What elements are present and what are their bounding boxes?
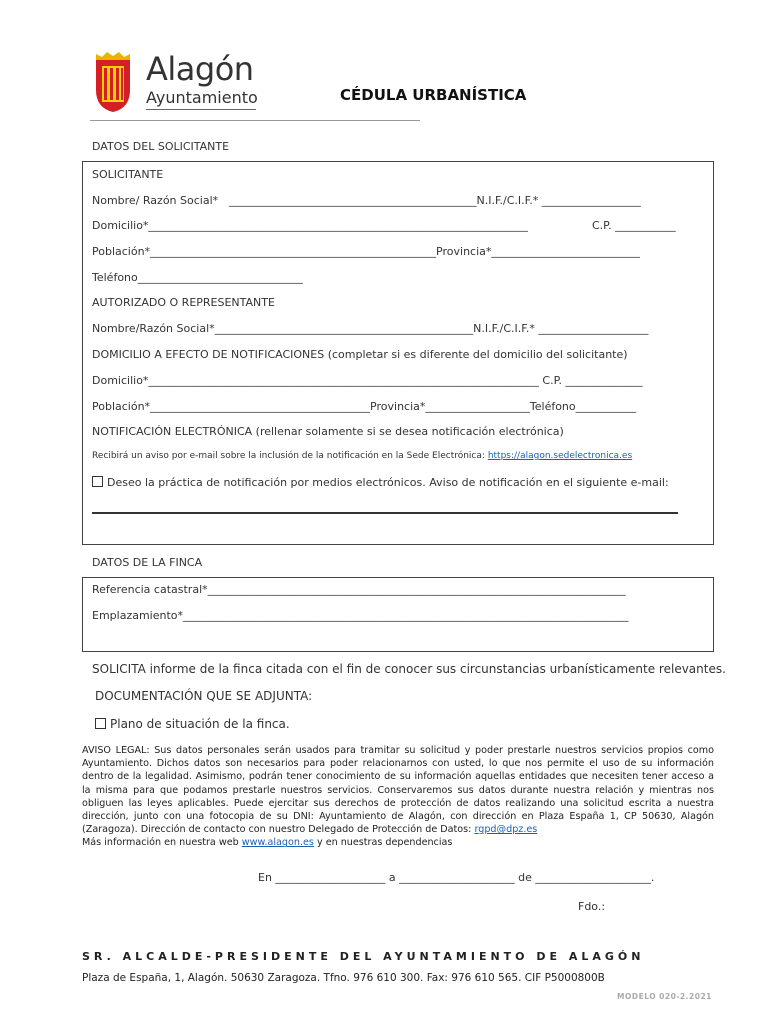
deseo-label: Deseo la práctica de notificación por medios electrónicos. Aviso de notificación en el siguiente e-mail: xyxy=(107,476,669,489)
header-divider xyxy=(90,120,420,121)
coat-of-arms-logo xyxy=(90,50,136,114)
aviso-email-text xyxy=(92,451,632,461)
model-number: MODELO 020-2.2021 xyxy=(617,992,712,1001)
deseo-notificacion-row xyxy=(92,476,669,489)
nombre-label: Nombre/ Razón Social* xyxy=(92,194,219,207)
solicita-text: SOLICITA informe de la finca citada con el fin de conocer sus circunstancias urbanísticamente relevantes. xyxy=(92,662,726,676)
dependencias-text: y en nuestras dependencias xyxy=(316,837,453,849)
solicitante-title: SOLICITANTE xyxy=(92,168,164,181)
logo-underline xyxy=(146,109,256,110)
plano-label: Plano de situación de la finca. xyxy=(110,717,290,731)
emplazamiento-field[interactable]: Emplazamiento*_________________________________________________________________________________ xyxy=(92,609,629,622)
email-line[interactable] xyxy=(92,512,678,514)
domicilio-notif-field[interactable]: Domicilio*_______________________________________________________________________ C.P. ______________ xyxy=(92,374,643,387)
nombre-nif-field[interactable]: _____________________________________________N.I.F./C.I.F.* __________________ xyxy=(229,194,641,207)
poblacion-provincia-field[interactable]: Población*____________________________________________________Provincia*___________________________ xyxy=(92,245,640,258)
autorizado-nombre-field[interactable]: Nombre/Razón Social*_______________________________________________N.I.F./C.I.F.* ____________________ xyxy=(92,322,649,335)
mas-info-text: Más información en nuestra web xyxy=(82,837,239,849)
plano-checkbox[interactable] xyxy=(95,718,106,729)
deseo-checkbox[interactable] xyxy=(92,476,103,487)
firma-label: Fdo.: xyxy=(578,900,606,913)
telefono-field[interactable]: Teléfono______________________________ xyxy=(92,271,303,284)
document-title: CÉDULA URBANÍSTICA xyxy=(340,86,527,104)
section-title-finca: DATOS DE LA FINCA xyxy=(92,556,203,569)
alcalde-addressee: SR. ALCALDE-PRESIDENTE DEL AYUNTAMIENTO DE ALAGÓN xyxy=(82,950,645,963)
documentacion-item xyxy=(95,717,290,731)
fecha-line[interactable]: En ____________________ a _____________________ de _____________________. xyxy=(258,871,655,884)
notificacion-electronica-title: NOTIFICACIÓN ELECTRÓNICA (rellenar solamente si se desea notificación electrónica) xyxy=(92,425,564,438)
domicilio-field[interactable]: Domicilio*_____________________________________________________________________ xyxy=(92,219,528,232)
web-link[interactable]: www.alagon.es xyxy=(241,837,314,849)
sede-electronica-link[interactable]: https://alagon.sedelectronica.es xyxy=(487,451,633,461)
logo-subtitle: Ayuntamiento xyxy=(146,88,258,107)
aviso-email-label: Recibirá un aviso por e-mail sobre la inclusión de la notificación en la Sede Electrónica: xyxy=(92,451,485,461)
domicilio-notificaciones-title: DOMICILIO A EFECTO DE NOTIFICACIONES (completar si es diferente del domicilio del solicitante) xyxy=(92,348,628,361)
cp-field[interactable]: C.P. ___________ xyxy=(592,219,676,232)
documentacion-title: DOCUMENTACIÓN QUE SE ADJUNTA: xyxy=(95,689,313,703)
poblacion-notif-field[interactable]: Población*________________________________________Provincia*___________________Teléfono___________ xyxy=(92,400,637,413)
footer-address: Plaza de España, 1, Alagón. 50630 Zaragoza. Tfno. 976 610 300. Fax: 976 610 565. CIF P5000800B xyxy=(82,972,605,984)
aviso-legal xyxy=(82,744,714,850)
rgpd-email-link[interactable]: rgpd@dpz.es xyxy=(474,824,538,836)
aviso-legal-text: AVISO LEGAL: Sus datos personales serán usados para tramitar su solicitud y poder prestarle nuestros servicios propios como Ayuntamiento. Dichos datos son necesarios para poder relacionarnos con usted, lo que nos permite el uso de su información dentro de la legalidad. Asimismo, podrán tener conocimiento de su información aquellas entidades que necesiten tener acceso a la misma para que podamos prestarle nuestros servicios. Conservaremos sus datos durante nuestra relación y mientras nos obliguen las leyes aplicables. Puede ejercitar sus derechos de protección de datos realizando una solicitud escrita a nuestra dirección, junto con una fotocopia de su DNI: Ayuntamiento de Alagón, con dirección en Plaza España 1, CP 50630, Alagón (Zaragoza). Dirección de contacto con nuestro Delegado de Protección de Datos: xyxy=(82,745,714,836)
logo-name: Alagón xyxy=(146,50,254,88)
section-title-solicitante: DATOS DEL SOLICITANTE xyxy=(92,140,230,153)
autorizado-title: AUTORIZADO O REPRESENTANTE xyxy=(92,296,275,309)
referencia-catastral-field[interactable]: Referencia catastral*____________________________________________________________________________ xyxy=(92,583,626,596)
